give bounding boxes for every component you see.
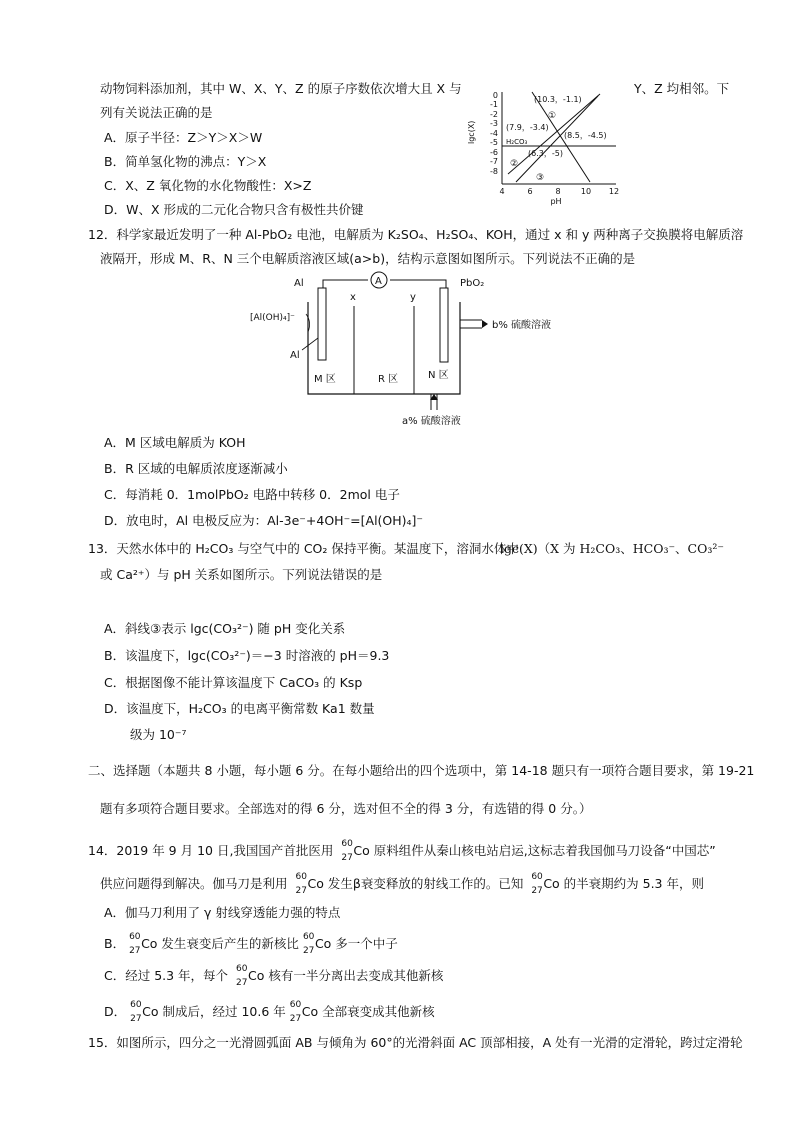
outlet-label: b% 硫酸溶液 — [492, 320, 552, 331]
y-tick: -6 — [490, 148, 498, 157]
inlet-label: a% 硫酸溶液 — [402, 416, 461, 427]
q13-option-d: D．该温度下，H₂CO₃ 的电离平衡常数 Ka1 数量 — [104, 701, 375, 716]
x-tick: 10 — [580, 187, 592, 196]
section-2-heading-line2: 题有多项符合题目要求。全部选对的得 6 分，选对但不全的得 3 分，有选错的得 0 分。） — [100, 801, 592, 816]
q12-option-b: B．R 区域的电解质浓度逐渐减小 — [104, 461, 288, 476]
y-tick: -4 — [490, 129, 498, 138]
q12-stem-line1: 12．科学家最近发明了一种 Al-PbO₂ 电池，电解质为 K₂SO₄、H₂SO₄、KOH，通过 x 和 y 两种离子交换膜将电解质溶 — [88, 227, 744, 242]
q14-option-a: A．伽马刀利用了 γ 射线穿透能力强的特点 — [104, 905, 341, 920]
y-tick: 0 — [492, 91, 498, 100]
aloh4-label: [Al(OH)₄]⁻ — [250, 313, 295, 323]
q12-option-c: C．每消耗 0．1molPbO₂ 电路中转移 0．2mol 电子 — [104, 487, 400, 502]
co60-nuclide: 60 27 — [302, 932, 315, 956]
line-2-marker: ② — [510, 159, 519, 169]
y-tick: -5 — [490, 138, 498, 147]
co60-nuclide: 60 27 — [295, 872, 307, 896]
y-tick: -2 — [490, 110, 498, 119]
q13-option-b: B．该温度下，lgc(CO₃²⁻)＝−3 时溶液的 pH＝9.3 — [104, 648, 390, 663]
co60-nuclide: 60 27 — [130, 1000, 142, 1024]
q12-option-d: D．放电时，Al 电极反应为：Al-3e⁻+4OH⁻=[Al(OH)₄]⁻ — [104, 513, 424, 528]
section-2-heading-line1: 二、选择题（本题共 8 小题，每小题 6 分。在每小题给出的四个选项中，第 14-18 题只有一项符合题目要求，第 19-21 — [88, 763, 755, 778]
co60-nuclide: 60 27 — [289, 1000, 302, 1024]
q14-stem-line2: 供应问题得到解决。伽马刀是利用 60 27 Co 发生β衰变释放的射线工作的。已知 60 27 Co 的半衰期约为 5.3 年，则 — [100, 872, 704, 896]
y-axis-label: lgc(X) — [467, 120, 476, 144]
co60-nuclide: 60 27 — [341, 839, 353, 863]
n-zone-label: N 区 — [428, 370, 449, 381]
y-tick: -8 — [490, 167, 498, 176]
q13-option-c: C．根据图像不能计算该温度下 CaCO₃ 的 Ksp — [104, 675, 363, 690]
q14-stem-line1 — [88, 839, 716, 863]
x-tick: 8 — [555, 187, 561, 196]
point-label: (7.9，-3.4) — [506, 123, 549, 132]
q11-option-c: C．X、Z 氧化物的水化物酸性：X>Z — [104, 178, 312, 193]
q15-stem-line1: 15．如图所示，四分之一光滑圆弧面 AB 与倾角为 60°的光滑斜面 AC 顶部相接，A 处有一光滑的定滑轮，跨过定滑轮 — [88, 1035, 743, 1050]
x-tick: 12 — [608, 187, 620, 196]
lgc-ph-chart — [468, 86, 628, 206]
q12-option-a: A．M 区域电解质为 KOH — [104, 435, 246, 450]
point-label: (10.3，-1.1) — [534, 95, 582, 104]
al-top-label: Al — [294, 278, 304, 289]
co60-nuclide: 60 27 — [531, 872, 543, 896]
q14-stem-part2: Co 原料组件从秦山核电站启运,这标志着我国伽马刀设备“中国芯” — [353, 843, 716, 858]
q13-stem-line1: 13．天然水体中的 H₂CO₃ 与空气中的 CO₂ 保持平衡。某温度下，溶洞水体中 — [88, 541, 519, 556]
line-3-marker: ③ — [536, 173, 545, 183]
pbo2-label: PbO₂ — [460, 278, 485, 289]
x-axis-label: pH — [550, 197, 562, 206]
q13-stem-line2: 或 Ca²⁺）与 pH 关系如图所示。下列说法错误的是 — [100, 567, 383, 582]
q11-option-a: A．原子半径：Z＞Y＞X＞W — [104, 130, 263, 145]
point-label: (8.5，-4.5) — [564, 131, 607, 140]
membrane-x-label: x — [350, 292, 356, 303]
q13-option-a: A．斜线③表示 lgc(CO₃²⁻) 随 pH 变化关系 — [104, 621, 346, 636]
membrane-y-label: y — [410, 292, 416, 303]
pbo2-electrode — [440, 288, 448, 362]
line-1-marker: ① — [548, 111, 557, 121]
q11-stem-c: 列有关说法正确的是 — [100, 105, 213, 120]
co60-nuclide: 60 27 — [129, 932, 141, 956]
x-tick: 4 — [499, 187, 505, 196]
q14-option-b: B． 60 27 Co 发生衰变后产生的新核比 60 27 Co 多一个中子 — [104, 932, 398, 956]
h2co3-label: H₂CO₃ — [506, 138, 528, 146]
q14-option-c: C．经过 5.3 年，每个 60 27 Co 核有一半分离出去变成其他新核 — [104, 964, 444, 988]
point-label: (6.3，-5) — [528, 149, 563, 158]
q11-stem-a: 动物饲料添加剂，其中 W、X、Y、Z 的原子序数依次增大且 X 与 — [100, 81, 462, 96]
q11-option-b: B．简单氢化物的沸点：Y＞X — [104, 154, 267, 169]
q11-stem-b: Y、Z 均相邻。下 — [634, 81, 730, 96]
q11-option-d: D．W、X 形成的二元化合物只含有极性共价键 — [104, 202, 364, 217]
q14-stem-part1: 14．2019 年 9 月 10 日,我国国产首批医用 — [88, 843, 334, 858]
al-side-label: Al — [290, 350, 300, 361]
y-tick: -1 — [490, 100, 498, 109]
y-tick: -7 — [490, 157, 498, 166]
y-tick: -3 — [490, 119, 498, 128]
co60-nuclide: 60 27 — [236, 964, 248, 988]
q12-stem-line2: 液隔开，形成 M、R、N 三个电解质溶液区域(a>b)，结构示意图如图所示。下列说法不正确的是 — [100, 251, 636, 266]
battery-diagram — [246, 272, 576, 432]
al-electrode — [318, 288, 326, 360]
x-tick: 6 — [527, 187, 533, 196]
q13-stem-line1b: lgc(X)（X 为 H₂CO₃、HCO₃⁻、CO₃²⁻ — [500, 541, 724, 556]
q13-option-d-cont: 级为 10⁻⁷ — [130, 727, 187, 742]
ammeter-label: A — [375, 276, 382, 287]
m-zone-label: M 区 — [314, 374, 336, 385]
q14-option-d: D． 60 27 Co 制成后，经过 10.6 年 60 27 Co 全部衰变成其他新核 — [104, 1000, 435, 1024]
r-zone-label: R 区 — [378, 374, 399, 385]
